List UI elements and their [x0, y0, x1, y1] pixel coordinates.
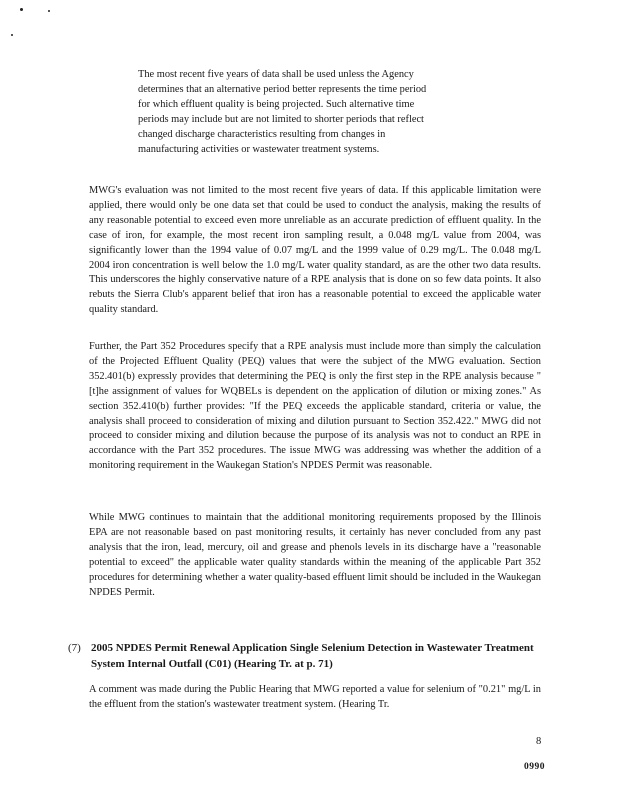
- bates-number: 0990: [524, 762, 545, 772]
- paragraph-part-352-procedures: Further, the Part 352 Procedures specify that a RPE analysis must include more than simply the calculation of the Projected Effluent Quality (PEQ) values that were the subject of the MWG evaluation. Section 352.401(b) expressly provides that determining the PEQ is only the first step in the RPE analysis because "[t]he assignment of values for WQBELs is dependent on the application of dilution or mixing zones." As section 352.410(b) further provides: "If the PEQ exceeds the applicable standard, criteria or value, the analysis shall proceed to consideration of mixing and dilution pursuant to Section 352.422." MWG did not proceed to consider mixing and dilution because the purpose of its analysis was not to conduct an RPE in accordance with the Part 352 procedures. The issue MWG was addressing was whether the addition of a monitoring requirement in the Waukegan Station's NPDES Permit was reasonable.: [89, 341, 541, 472]
- scan-speck: [11, 34, 13, 36]
- scan-speck: [20, 8, 23, 11]
- scan-speck: [48, 10, 50, 12]
- block-quote: The most recent five years of data shall be used unless the Agency determines that an alternative period better represents the time period for which effluent quality is being projected. Such alternative time periods may include but are not limited to shorter periods that reflect changed discharge characteristics resulting from changes in manufacturing activities or wastewater treatment systems.: [138, 69, 427, 155]
- paragraph-evaluation-scope: MWG's evaluation was not limited to the most recent five years of data. If this applicable limitation were applied, there would only be one data set that could be used to conduct the analysis, making the results of any reasonable potential to exceed even more unreliable as an accurate prediction of effluent quality. In the case of iron, for example, the most recent iron sampling result, a 0.048 mg/L value from 2004, was significantly lower than the 1994 value of 0.07 mg/L and the 1999 value of 0.29 mg/L. The 0.048 mg/L 2004 iron concentration is well below the 1.0 mg/L water quality standard, as are the other two data results. This underscores the highly conservative nature of a RPE analysis that is done on so few data points. It also rebuts the Sierra Club's apparent belief that iron has a reasonable potential to exceed the applicable water quality standard.: [89, 185, 541, 316]
- paragraph-selenium-comment: A comment was made during the Public Hearing that MWG reported a value for selenium of "0.21" mg/L in the effluent from the station's wastewater treatment system. (Hearing Tr.: [89, 684, 541, 710]
- section-heading: 2005 NPDES Permit Renewal Application Single Selenium Detection in Wastewater Treatment System Internal Outfall (C01) (Hearing Tr. at p. 71): [91, 642, 534, 670]
- section-number: (7): [68, 642, 81, 654]
- page-number: 8: [536, 736, 542, 747]
- paragraph-monitoring-requirements: While MWG continues to maintain that the additional monitoring requirements proposed by the Illinois EPA are not reasonable based on past monitoring results, it certainly has never concluded from any past analysis that the iron, lead, mercury, oil and grease and phenols levels in its discharge have a "reasonable potential to exceed" the applicable water quality standards within the meaning of the applicable Part 352 procedures for determining whether a water quality-based effluent limit should be included in the Waukegan NPDES Permit.: [89, 512, 541, 598]
